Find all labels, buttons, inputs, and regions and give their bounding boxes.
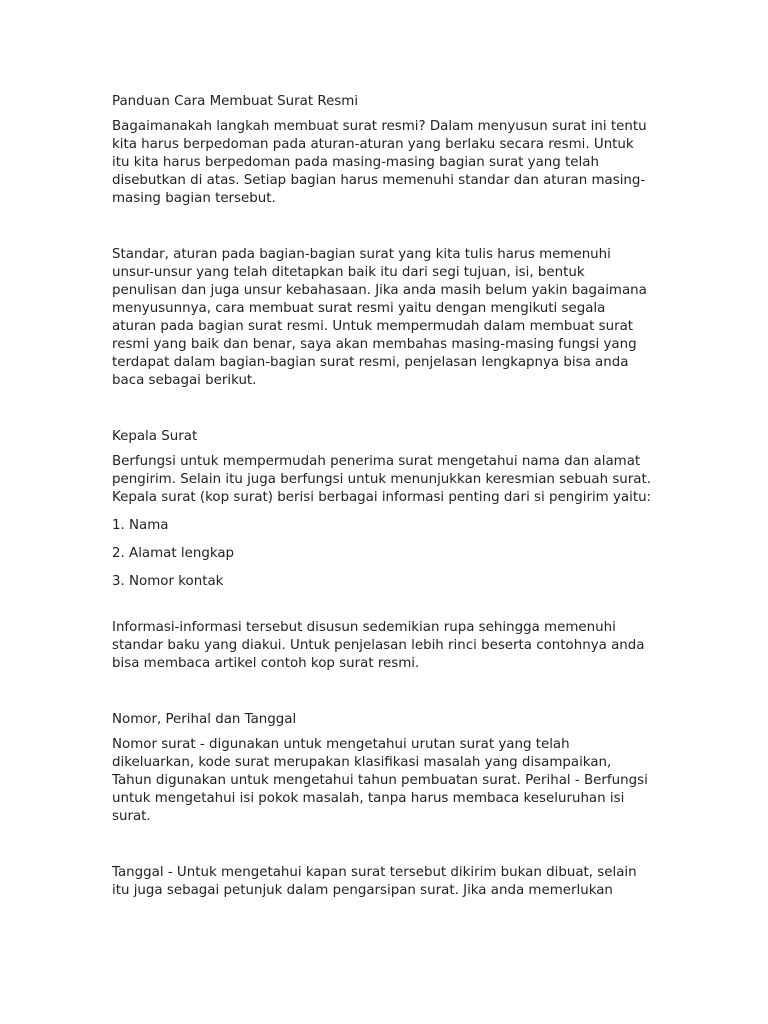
list-item-nama: 1. Nama (112, 518, 169, 533)
spacer (112, 683, 652, 711)
section-heading-nomor-perihal-tanggal: Nomor, Perihal dan Tanggal (112, 712, 297, 727)
tanggal-paragraph: Tanggal - Untuk mengetahui kapan surat tersebut dikirim bukan dibuat, selain itu juga sebagai petunjuk dalam pengarsipan surat. Jika anda memerlukan (112, 865, 637, 898)
document-page (112, 93, 652, 910)
spacer (112, 400, 652, 428)
document-title: Panduan Cara Membuat Surat Resmi (112, 94, 359, 109)
spacer (112, 218, 652, 246)
intro-paragraph-2: Standar, aturan pada bagian-bagian surat yang kita tulis harus memenuhi unsur-unsur yang telah ditetapkan baik itu dari segi tujuan, isi, bentuk penulisan dan juga unsur kebahasaan. Jika anda masih belum yakin bagaimana menyusunnya, cara membuat surat resmi yaitu dengan mengikuti segala aturan pada bagian surat resmi. Untuk mempermudah dalam membuat surat resmi yang baik dan benar, saya akan membahas masing-masing fungsi yang terdapat dalam bagian-bagian surat resmi, penjelasan lengkapnya bisa anda baca sebagai berikut. (112, 247, 647, 388)
kepala-surat-after-paragraph: Informasi-informasi tersebut disusun sedemikian rupa sehingga memenuhi standar baku yang diakui. Untuk penjelasan lebih rinci beserta contohnya anda bisa membaca artikel contoh kop surat resmi. (112, 620, 645, 671)
list-item-alamat: 2. Alamat lengkap (112, 546, 235, 561)
section-heading-kepala-surat: Kepala Surat (112, 429, 198, 444)
spacer (112, 601, 652, 619)
list-item-nomor-kontak: 3. Nomor kontak (112, 574, 224, 589)
kepala-surat-paragraph: Berfungsi untuk mempermudah penerima surat mengetahui nama dan alamat pengirim. Selain itu juga berfungsi untuk menunjukkan keresmian sebuah surat. Kepala surat (kop surat) berisi berbagai informasi penting dari si pengirim yaitu: (112, 454, 652, 505)
spacer (112, 836, 652, 864)
intro-paragraph-1: Bagaimanakah langkah membuat surat resmi? Dalam menyusun surat ini tentu kita harus berpedoman pada aturan-aturan yang berlaku secara resmi. Untuk itu kita harus berpedoman pada masing-masing bagian surat yang telah disebutkan di atas. Setiap bagian harus memenuhi standar dan aturan masing-masing bagian tersebut. (112, 119, 647, 206)
nomor-surat-paragraph: Nomor surat - digunakan untuk mengetahui urutan surat yang telah dikeluarkan, kode surat merupakan klasifikasi masalah yang disampaikan, Tahun digunakan untuk mengetahui tahun pembuatan surat. Perihal - Berfungsi untuk mengetahui isi pokok masalah, tanpa harus membaca keseluruhan isi surat. (112, 737, 648, 824)
